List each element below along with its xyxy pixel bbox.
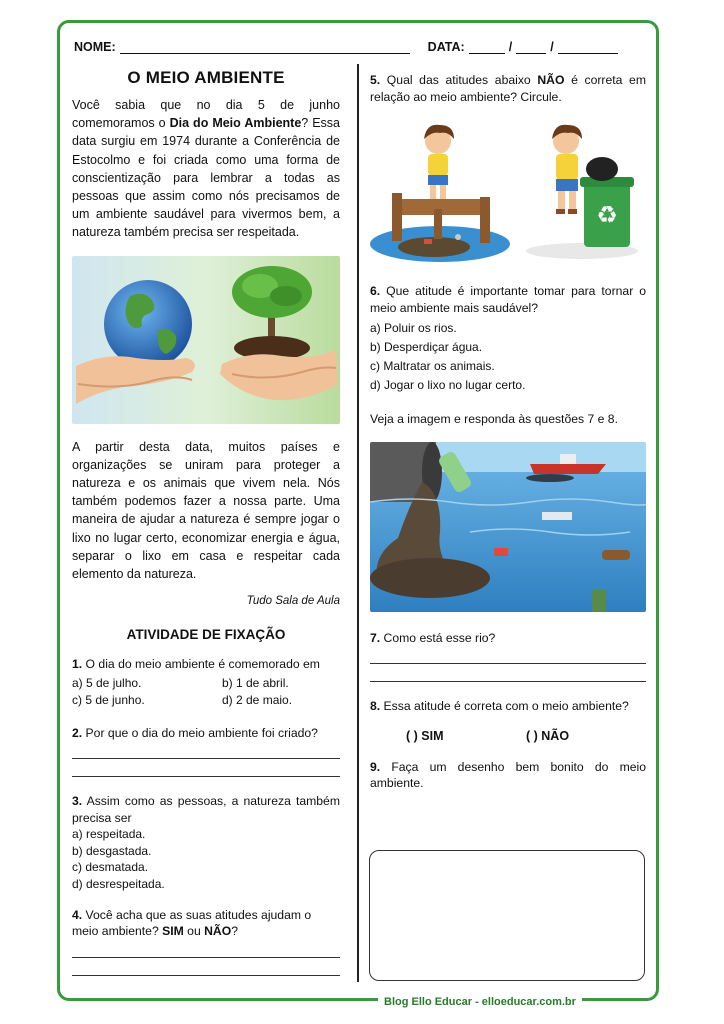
answer-line[interactable]: [370, 664, 646, 682]
see-image-instruction: Veja a imagem e responda às questões 7 e 8.: [370, 412, 618, 426]
source-credit: Tudo Sala de Aula: [246, 595, 340, 608]
drawing-box[interactable]: [369, 850, 645, 981]
date-label: DATA:: [427, 40, 465, 54]
question-4: 4. Você acha que as suas atitudes ajudam o meio ambiente? SIM ou NÃO?: [72, 907, 340, 976]
left-column: [72, 68, 340, 976]
q5-illustrations[interactable]: [370, 119, 646, 269]
date-day-field[interactable]: [469, 42, 505, 54]
question-9: 9. Faça um desenho bem bonito do meio ambiente.: [370, 759, 646, 790]
q6-option-c[interactable]: c) Maltratar os animais.: [370, 359, 495, 373]
name-label: NOME:: [74, 40, 116, 54]
q3-option-d[interactable]: d) desrespeitada.: [72, 877, 165, 892]
second-paragraph: A partir desta data, muitos países e organizações se uniram para proteger a natureza e os animais que vivem nela. Nós também podemos fazer a nossa parte. Uma maneira de ajudar a natureza é sempre jogar o lixo no lugar certo, economizar energia e água, separar o lixo em casa e respeitar cada elemento da natureza.: [72, 439, 340, 582]
q1-option-a[interactable]: a) 5 de julho.: [72, 675, 142, 690]
question-8: 8. Essa atitude é correta com o meio ambiente? ( ) SIM ( ) NÃO: [370, 699, 629, 743]
polluted-river-image: [370, 442, 646, 612]
right-column: [370, 68, 646, 792]
answer-line[interactable]: [72, 741, 340, 759]
q1-option-c[interactable]: c) 5 de junho.: [72, 692, 145, 707]
q3-option-c[interactable]: c) desmatada.: [72, 860, 149, 875]
recycle-icon: ♻: [596, 201, 618, 229]
name-field[interactable]: [120, 42, 410, 54]
q3-option-a[interactable]: a) respeitada.: [72, 827, 146, 842]
date-sep: /: [508, 40, 513, 54]
intro-paragraph: Você sabia que no dia 5 de junho comemoramos o Dia do Meio Ambiente? Essa data surgiu em 1974 durante a Conferência de Estocolmo e foi criada como uma forma de conscientização para lembrar a todas as pessoas que assim como nós precisamos de um ambiente saudável para vivermos bem, a natureza também precisa ser respeitada.: [72, 98, 341, 240]
date-year-field[interactable]: [558, 42, 618, 54]
q5-images: [370, 119, 646, 269]
date-month-field[interactable]: [516, 42, 546, 54]
question-3: 3. Assim como as pessoas, a natureza também precisa ser a) respeitada. b) desgastada. c) desmatada. d) desrespeitada.: [72, 794, 340, 892]
answer-line[interactable]: [72, 958, 340, 976]
answer-line[interactable]: [72, 759, 340, 777]
q6-option-a[interactable]: a) Poluir os rios.: [370, 321, 457, 335]
earth-tree-hands-image: [72, 256, 340, 424]
activity-title: ATIVIDADE DE FIXAÇÃO: [126, 627, 286, 643]
q8-nao-option[interactable]: ( ) NÃO: [526, 728, 570, 743]
question-1: 1. O dia do meio ambiente é comemorado em a) 5 de julho. b) 1 de abril. c) 5 de junho. d) 2 de maio.: [72, 656, 340, 709]
header: [74, 34, 644, 54]
q3-option-b[interactable]: b) desgastada.: [72, 843, 152, 858]
question-6: 6. Que atitude é importante tomar para tornar o meio ambiente mais saudável? a) Poluir os rios. b) Desperdiçar água. c) Maltratar os animais. d) Jogar o lixo no lugar certo.: [370, 283, 646, 395]
answer-line[interactable]: [72, 940, 340, 958]
page-title: O MEIO AMBIENTE: [127, 68, 285, 87]
q6-option-d[interactable]: d) Jogar o lixo no lugar certo.: [370, 378, 526, 392]
q6-option-b[interactable]: b) Desperdiçar água.: [370, 340, 483, 354]
footer-credit[interactable]: Blog Ello Educar - elloeducar.com.br: [378, 996, 582, 1008]
date-sep: /: [550, 40, 554, 54]
q8-sim-option[interactable]: ( ) SIM: [406, 728, 444, 743]
answer-line[interactable]: [370, 646, 646, 664]
question-7: 7. Como está esse rio?: [370, 630, 646, 683]
column-divider: [357, 64, 359, 982]
q1-option-d[interactable]: d) 2 de maio.: [222, 692, 293, 707]
question-5: 5. Qual das atitudes abaixo NÃO é correta em relação ao meio ambiente? Circule.: [370, 73, 646, 104]
question-2: 2. Por que o dia do meio ambiente foi criado?: [72, 725, 340, 778]
q1-option-b[interactable]: b) 1 de abril.: [222, 675, 289, 690]
